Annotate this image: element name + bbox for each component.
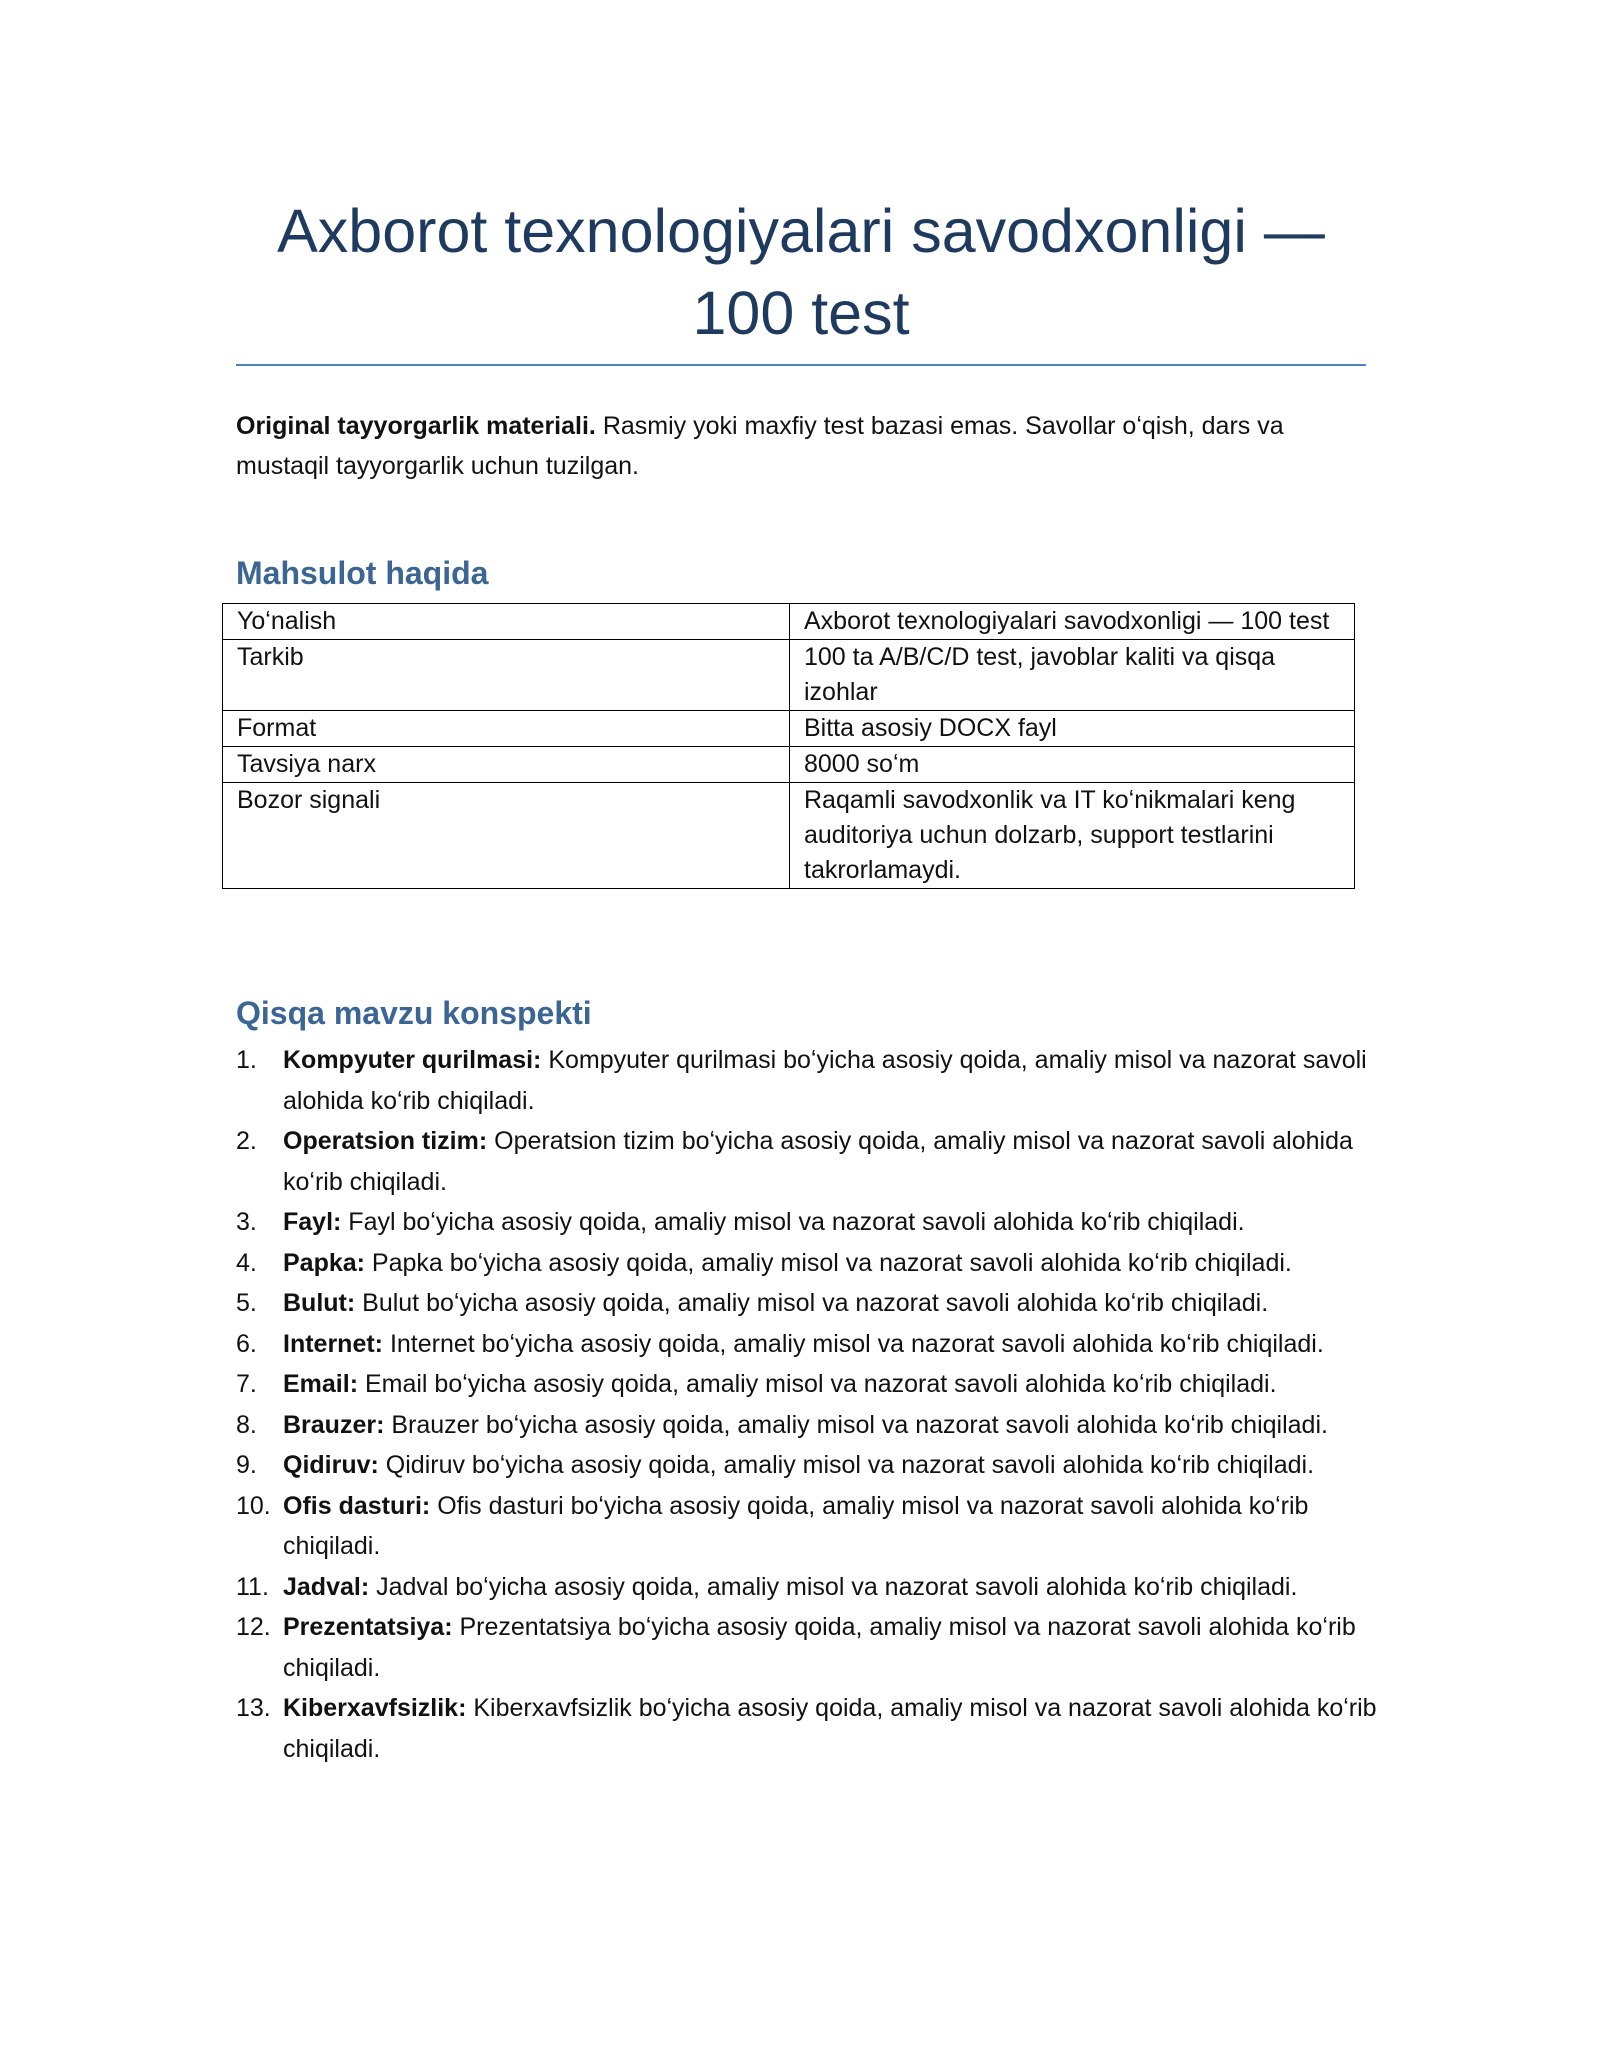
table-value: Bitta asosiy DOCX fayl xyxy=(790,711,1355,747)
document-title: Axborot texnologiyalari savodxonligi — 100 test xyxy=(277,197,1325,347)
table-row xyxy=(223,711,1355,747)
product-info-table xyxy=(222,603,1355,889)
table-key: Yoʻnalish xyxy=(223,604,790,640)
table-key: Tarkib xyxy=(223,640,790,711)
table-key: Tavsiya narx xyxy=(223,747,790,783)
list-number: 2. xyxy=(236,1127,257,1155)
list-text: Fayl boʻyicha asosiy qoida, amaliy misol va nazorat savoli alohida koʻrib chiqiladi. xyxy=(341,1208,1245,1236)
list-term: Papka: xyxy=(283,1248,365,1277)
list-number: 3. xyxy=(236,1208,257,1236)
list-item xyxy=(236,1202,1386,1243)
table-value: Axborot texnologiyalari savodxonligi — 100 test xyxy=(790,604,1355,640)
list-item xyxy=(236,1607,1386,1688)
list-item xyxy=(236,1405,1386,1446)
list-number: 10. xyxy=(236,1491,271,1520)
list-term: Brauzer: xyxy=(283,1410,385,1439)
table-key: Format xyxy=(223,711,790,747)
list-number: 6. xyxy=(236,1329,257,1358)
list-item xyxy=(236,1040,1386,1121)
list-number: 5. xyxy=(236,1289,257,1317)
list-item xyxy=(236,1486,1386,1567)
list-text: Email boʻyicha asosiy qoida, amaliy misol va nazorat savoli alohida koʻrib chiqiladi. xyxy=(358,1370,1277,1398)
list-text: Kompyuter qurilmasi boʻyicha asosiy qoida, amaliy misol va nazorat savoli alohida koʻrib chiqiladi. xyxy=(283,1046,1367,1115)
list-number: 11. xyxy=(236,1572,269,1601)
list-number: 8. xyxy=(236,1410,257,1439)
list-term: Email: xyxy=(283,1370,359,1398)
list-number: 1. xyxy=(236,1046,257,1074)
list-item xyxy=(236,1567,1386,1608)
table-row xyxy=(223,783,1355,889)
list-term: Internet: xyxy=(283,1329,383,1358)
list-term: Bulut: xyxy=(283,1289,356,1317)
list-number: 7. xyxy=(236,1370,257,1398)
list-item xyxy=(236,1688,1386,1769)
list-item xyxy=(236,1243,1386,1284)
table-row xyxy=(223,747,1355,783)
list-text: Ofis dasturi boʻyicha asosiy qoida, amaliy misol va nazorat savoli alohida koʻrib chiqiladi. xyxy=(283,1491,1309,1560)
list-number: 13. xyxy=(236,1694,271,1722)
table-value: 8000 soʻm xyxy=(790,747,1355,783)
intro-bold: Original tayyorgarlik materiali. xyxy=(236,412,596,440)
topic-list xyxy=(236,1040,1386,1769)
list-text: Papka boʻyicha asosiy qoida, amaliy misol va nazorat savoli alohida koʻrib chiqiladi. xyxy=(364,1248,1292,1277)
table-row xyxy=(223,640,1355,711)
list-number: 12. xyxy=(236,1613,271,1641)
list-item xyxy=(236,1364,1386,1405)
intro-text: Rasmiy yoki maxfiy test bazasi emas. Savollar oʻqish, dars va mustaqil tayyorgarlik uchun tuzilgan. xyxy=(236,412,1284,480)
list-text: Internet boʻyicha asosiy qoida, amaliy misol va nazorat savoli alohida koʻrib chiqiladi. xyxy=(383,1329,1324,1358)
list-term: Fayl: xyxy=(283,1208,342,1236)
about-heading: Mahsulot haqida xyxy=(236,555,489,591)
table-key: Bozor signali xyxy=(223,783,790,889)
list-text: Operatsion tizim boʻyicha asosiy qoida, amaliy misol va nazorat savoli alohida koʻrib chiqiladi. xyxy=(283,1127,1353,1196)
list-text: Jadval boʻyicha asosiy qoida, amaliy misol va nazorat savoli alohida koʻrib chiqiladi. xyxy=(369,1572,1298,1601)
list-text: Prezentatsiya boʻyicha asosiy qoida, amaliy misol va nazorat savoli alohida koʻrib chiqiladi. xyxy=(283,1613,1356,1682)
list-number: 4. xyxy=(236,1248,257,1277)
list-number: 9. xyxy=(236,1451,257,1479)
list-term: Ofis dasturi: xyxy=(283,1491,431,1520)
list-text: Qidiruv boʻyicha asosiy qoida, amaliy misol va nazorat savoli alohida koʻrib chiqiladi. xyxy=(378,1451,1315,1479)
list-item xyxy=(236,1121,1386,1202)
list-item xyxy=(236,1283,1386,1324)
list-term: Kompyuter qurilmasi: xyxy=(283,1046,542,1074)
summary-heading: Qisqa mavzu konspekti xyxy=(236,995,592,1031)
list-term: Qidiruv: xyxy=(283,1451,379,1479)
table-value: 100 ta A/B/C/D test, javoblar kaliti va qisqa izohlar xyxy=(790,640,1355,711)
list-item xyxy=(236,1324,1386,1365)
list-text: Kiberxavfsizlik boʻyicha asosiy qoida, amaliy misol va nazorat savoli alohida koʻrib chiqiladi. xyxy=(283,1694,1377,1763)
list-term: Operatsion tizim: xyxy=(283,1127,488,1155)
title-divider xyxy=(236,364,1366,366)
list-term: Kiberxavfsizlik: xyxy=(283,1694,467,1722)
list-text: Bulut boʻyicha asosiy qoida, amaliy misol va nazorat savoli alohida koʻrib chiqiladi. xyxy=(355,1289,1269,1317)
list-term: Prezentatsiya: xyxy=(283,1613,453,1641)
table-row xyxy=(223,604,1355,640)
list-term: Jadval: xyxy=(283,1572,370,1601)
table-value: Raqamli savodxonlik va IT koʻnikmalari keng auditoriya uchun dolzarb, support testlarini takrorlamaydi. xyxy=(790,783,1355,889)
list-text: Brauzer boʻyicha asosiy qoida, amaliy misol va nazorat savoli alohida koʻrib chiqiladi. xyxy=(384,1410,1328,1439)
list-item xyxy=(236,1445,1386,1486)
intro-paragraph xyxy=(236,406,1366,486)
